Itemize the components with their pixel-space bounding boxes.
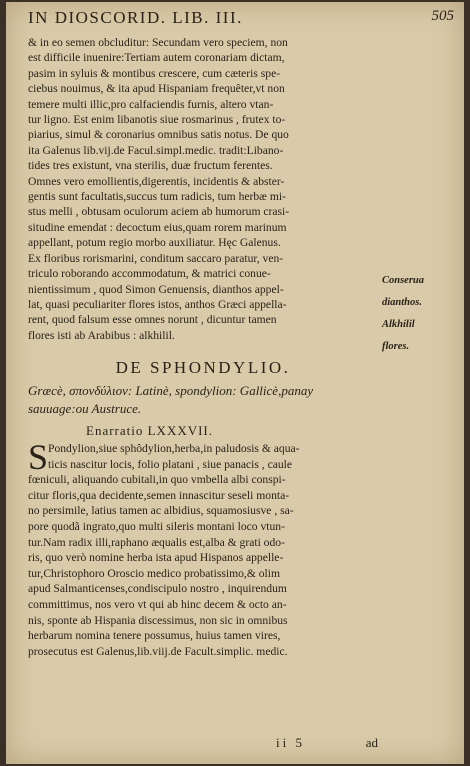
text-line: ciebus nouimus, & ita apud Hispaniam frequêter,vt non — [28, 82, 285, 96]
body-text-block-2 — [28, 437, 378, 659]
text-line: dianthos. — [382, 297, 422, 308]
text-line: flores isti ab Arabibus : alkhilil. — [28, 328, 175, 342]
section-title: DE SPHONDYLIO. — [115, 358, 291, 377]
text-line: tur ligno. Est enim libanotis siue rosmarinus , frutex to- — [28, 113, 286, 127]
enarratio-heading: Enarratio LXXXVII. — [86, 423, 214, 438]
text-line: tur,Christophoro Oroscio medico probatissimo,& olim — [28, 566, 280, 580]
text-line: lat, quasi peculiariter flores istos, anthos Græci appella- — [28, 297, 287, 311]
text-line: Conserua — [382, 275, 425, 286]
body-text-block — [28, 35, 378, 343]
text-line: apud Salmanticenses,condiscipulo nostro , inquirendum — [28, 582, 287, 596]
text-line: rent, quod falsum esse omnes norunt , dicuntur tamen — [28, 313, 277, 327]
text-line: fœniculi, aliquando cubitali,in quo vmbella albi conspi- — [28, 473, 286, 487]
text-line: temere multi illic,pro calfaciendis furnis, altero vtan- — [28, 97, 274, 111]
catchword: ad — [365, 735, 378, 750]
text-line: ita Galenus lib.vij.de Facul.simpl.medic. tradit:Libano- — [28, 143, 284, 157]
text-line: Pondylion,siue sphôdylion,herba,in paludosis & aqua- — [48, 442, 300, 455]
text-line: nientissimum , quod Simon Genuensis, dianthos appel- — [28, 282, 284, 296]
text-line: tides tres existunt, vna sterilis, duæ fructum ferentes. — [28, 159, 273, 173]
text-line: Græcè, σπονδύλιον: Latinè, spondylion: Gallicè,panay — [28, 383, 314, 398]
text-line: sauuage:ou Austruce. — [28, 401, 142, 416]
text-line: pore quodã ingrato,quo multi sileris montani loco vtun- — [28, 519, 285, 533]
text-line: tur.Nam radix illi,raphano æqualis est,alba & grati odo- — [28, 535, 285, 549]
text-line: & in eo semen obcluditur: Secundam vero speciem, non — [28, 36, 288, 49]
text-line: Alkhilil — [382, 319, 415, 330]
text-line: pasim in syluis & montibus crescere, cum cæteris spe- — [28, 66, 281, 80]
page-footer — [28, 735, 378, 753]
marginal-notes — [382, 270, 458, 358]
text-line: herbarum nomina tenere possumus, huius tamen vires, — [28, 629, 281, 643]
text-line: committimus, nos vero vt qui ab hinc decem & octo an- — [28, 597, 287, 611]
text-line: Omnes vero emollientis,digerentis, incidentis & abster- — [28, 174, 285, 188]
text-line: ris, quo verò nomine herba ista apud Hispanos appelle- — [28, 551, 284, 565]
text-line: appellant, potum regio morbo auxiliatur. Hęc Galenus. — [28, 236, 281, 250]
text-line: flores. — [382, 341, 410, 352]
page-header — [28, 8, 454, 30]
text-line: piarius, simul & coronarius omnibus satis notus. De quo — [28, 128, 289, 142]
text-line: triculo roborando accommodatum, & matrici conue- — [28, 267, 271, 281]
text-line: ticis nascitur locis, folio platani , siue panacis , caule — [48, 457, 293, 471]
folio-number: 505 — [431, 8, 454, 24]
text-line: est difficile inuenire:Tertiam autem coronariam dictam, — [28, 51, 285, 65]
drop-cap: S — [28, 437, 49, 477]
text-line: no persimile, latius tamen ac albidius, squamosiusve , sa- — [28, 504, 294, 518]
text-line: prosecutus est Galenus,lib.viij.de Facult.simplic. medic. — [28, 644, 288, 658]
text-line: citur floris,qua decidente,semen innascitur seseli monta- — [28, 488, 290, 502]
running-head: IN DIOSCORID. LIB. III. — [28, 8, 243, 27]
text-line: gentis sunt facultatis,succus tum radicis, tum herbæ mi- — [28, 190, 286, 204]
text-line: Ex floribus rorismarini, conditum saccaro paratur, ven- — [28, 251, 284, 265]
book-page — [6, 2, 464, 764]
text-line: situdine emendat : decoctum eius,quam rorem marinum — [28, 220, 287, 234]
signature-mark: ii 5 — [276, 735, 305, 750]
text-line: nis, sponte ab Hispania discessimus, non sic in omnibus — [28, 613, 288, 627]
plant-names — [28, 382, 378, 418]
text-line: stus melli , obtusam oculorum aciem ab humorum crasi- — [28, 205, 290, 219]
